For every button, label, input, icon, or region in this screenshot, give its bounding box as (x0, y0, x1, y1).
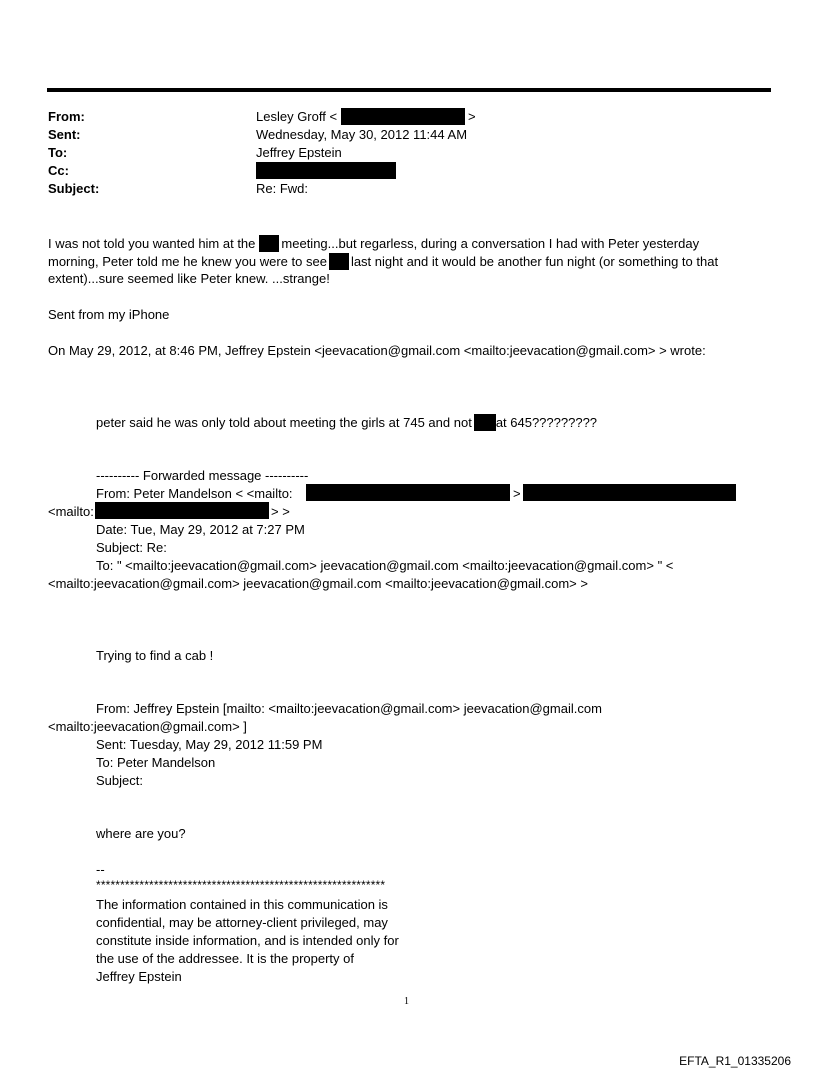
redaction-cc (256, 162, 396, 179)
bates-number: EFTA_R1_01335206 (679, 1054, 791, 1068)
body-line-2: morning, Peter told me he knew you were to see last night and it would be another fun night (or something to that (48, 254, 719, 269)
disclaimer-3: constitute inside information, and is intended only for (96, 933, 399, 948)
je-from-1: From: Jeffrey Epstein [mailto: <mailto:jeevacation@gmail.com> jeevacation@gmail.com (96, 701, 602, 716)
cab-line: Trying to find a cab ! (96, 648, 214, 663)
redaction-mailto (95, 502, 269, 519)
sig-stars: ************************************************************ (96, 878, 386, 892)
fwd-from-line: From: Peter Mandelson < <mailto: (96, 486, 293, 501)
body-line-3: extent)...sure seemed like Peter knew. ...strange! (48, 271, 330, 286)
fwd-to-2: <mailto:jeevacation@gmail.com> jeevacation@gmail.com <mailto:jeevacation@gmail.com> > (48, 576, 588, 591)
je-to: To: Peter Mandelson (96, 755, 216, 770)
redaction-inline-1 (259, 235, 279, 252)
redaction-from-email (341, 108, 465, 125)
je-sent: Sent: Tuesday, May 29, 2012 11:59 PM (96, 737, 323, 752)
sent-label: Sent: (48, 127, 81, 142)
page-number: 1 (404, 996, 409, 1007)
sig-dashes: -- (96, 862, 105, 877)
disclaimer-5: Jeffrey Epstein (96, 969, 182, 984)
cc-label: Cc: (48, 163, 69, 178)
from-close: > (468, 109, 476, 124)
fwd-from-close: > (513, 486, 521, 501)
disclaimer-4: the use of the addressee. It is the property of (96, 951, 354, 966)
where-are-you: where are you? (96, 826, 186, 841)
disclaimer-2: confidential, may be attorney-client privileged, may (96, 915, 388, 930)
from-value: Lesley Groff < (256, 109, 338, 124)
forwarded-header: ---------- Forwarded message ---------- (96, 468, 309, 483)
to-label: To: (48, 145, 68, 160)
sent-value: Wednesday, May 30, 2012 11:44 AM (256, 127, 468, 142)
redaction-inline-2 (329, 253, 349, 270)
je-from-2: <mailto:jeevacation@gmail.com> ] (48, 719, 247, 734)
on-date-wrote: On May 29, 2012, at 8:46 PM, Jeffrey Epstein <jeevacation@gmail.com <mailto:jeevacation@gmail.com> > wrote: (48, 343, 706, 358)
mailto-line-end: > > (271, 504, 290, 519)
fwd-date: Date: Tue, May 29, 2012 at 7:27 PM (96, 522, 305, 537)
sent-from-iphone: Sent from my iPhone (48, 307, 170, 322)
disclaimer-1: The information contained in this communication is (96, 897, 388, 912)
from-label: From: (48, 109, 85, 124)
body-line-1: I was not told you wanted him at the meeting...but regarless, during a conversation I had with Peter yesterday (48, 236, 700, 251)
redaction-inline-3 (474, 414, 496, 431)
mailto-line-start: <mailto: (48, 504, 94, 519)
fwd-subject: Subject: Re: (96, 540, 167, 555)
redaction-fwd-from-1 (306, 484, 510, 501)
to-value: Jeffrey Epstein (256, 145, 342, 160)
je-subject: Subject: (96, 773, 143, 788)
header-rule (47, 88, 771, 92)
redaction-fwd-from-2 (523, 484, 736, 501)
fwd-to-1: To: " <mailto:jeevacation@gmail.com> jeevacation@gmail.com <mailto:jeevacation@gmail.com> " < (96, 558, 674, 573)
subject-value: Re: Fwd: (256, 181, 309, 196)
subject-label: Subject: (48, 181, 100, 196)
peter-said-line: peter said he was only told about meeting the girls at 745 and not at 645????????? (96, 415, 598, 430)
